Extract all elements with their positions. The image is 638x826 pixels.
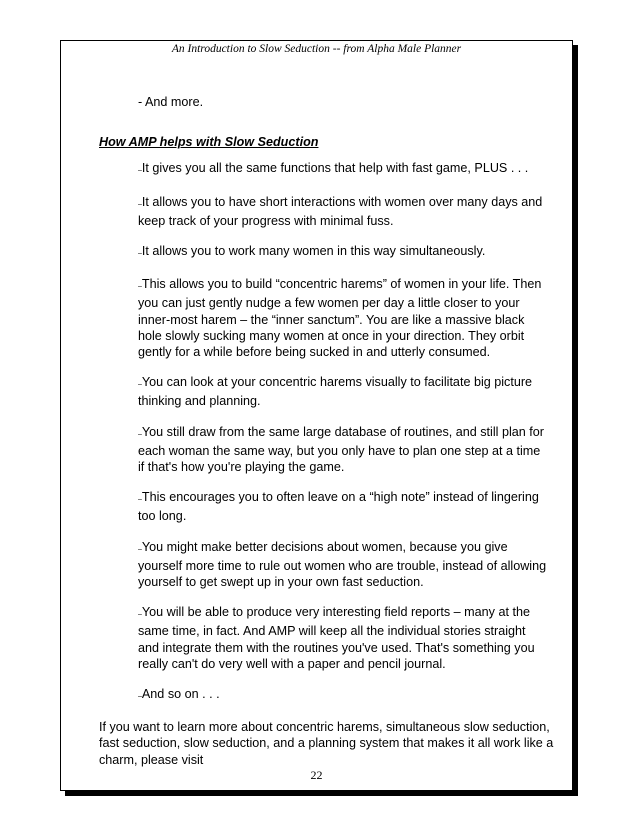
page-body [99,94,559,768]
bullet-mark: – [138,693,142,701]
page-number: 22 [310,768,323,782]
list-item [138,160,550,179]
list-item-text: And so on . . . [141,687,220,702]
list-item [138,243,550,262]
list-item [138,194,550,229]
bullet-mark: – [138,250,142,258]
list-item-text: You might make better decisions about women, because you give yourself more time to rule out women who are trouble, instead of allowing yourself to get swept up in your own fast seduction. [138,539,547,590]
list-item [138,424,550,476]
list-item-text: This encourages you to often leave on a “high note” instead of lingering too long. [138,490,539,524]
bullet-mark: – [138,381,142,389]
benefit-list [99,160,559,705]
list-item [138,604,550,672]
list-item-text: You still draw from the same large database of routines, and still plan for each woman the same way, but you only have to plan one step at a time if that's how you're playing the game. [138,424,544,475]
closing-paragraph: If you want to learn more about concentric harems, simultaneous slow seduction, fast seduction, slow seduction, and a planning system that makes it all work like a charm, please visit [99,720,554,767]
document-page [60,40,573,791]
list-item-text: This allows you to build “concentric harems” of women in your life. Then you can just gently nudge a few women per day a little closer to your inner-most harem – the “inner sanctum”. You are like a massive black hole slowly sucking many women at once in your direction. They orbit gently for a while before being sucked in and utterly consumed. [138,277,542,360]
bullet-mark: – [138,167,142,175]
list-item-text: It gives you all the same functions that help with fast game, PLUS . . . [141,161,529,176]
list-item-text: It allows you to work many women in this way simultaneously. [141,244,486,259]
list-item [138,276,550,360]
bullet-mark: – [138,611,142,619]
list-item [138,489,550,524]
list-item-text: It allows you to have short interactions with women over many days and keep track of your progress with minimal fuss. [138,194,543,228]
bullet-mark: – [138,283,142,291]
list-item [138,374,550,409]
list-item [138,686,550,705]
bullet-mark: – [138,200,142,208]
bullet-mark: – [138,430,142,438]
section-heading: How AMP helps with Slow Seduction [99,135,319,150]
running-header: An Introduction to Slow Seduction -- from Alpha Male Planner [171,43,462,55]
bullet-mark: – [138,545,142,553]
and-more-line: - And more. [138,95,204,109]
list-item-text: You can look at your concentric harems visually to facilitate big picture thinking and planning. [138,375,533,409]
list-item [138,539,550,591]
list-item-text: You will be able to produce very interesting field reports – many at the same time, in fact. And AMP will keep all the individual stories straight and integrate them with the routines you've used. That's something you really can't do very well with a paper and pencil journal. [138,605,535,671]
bullet-mark: – [138,496,142,504]
